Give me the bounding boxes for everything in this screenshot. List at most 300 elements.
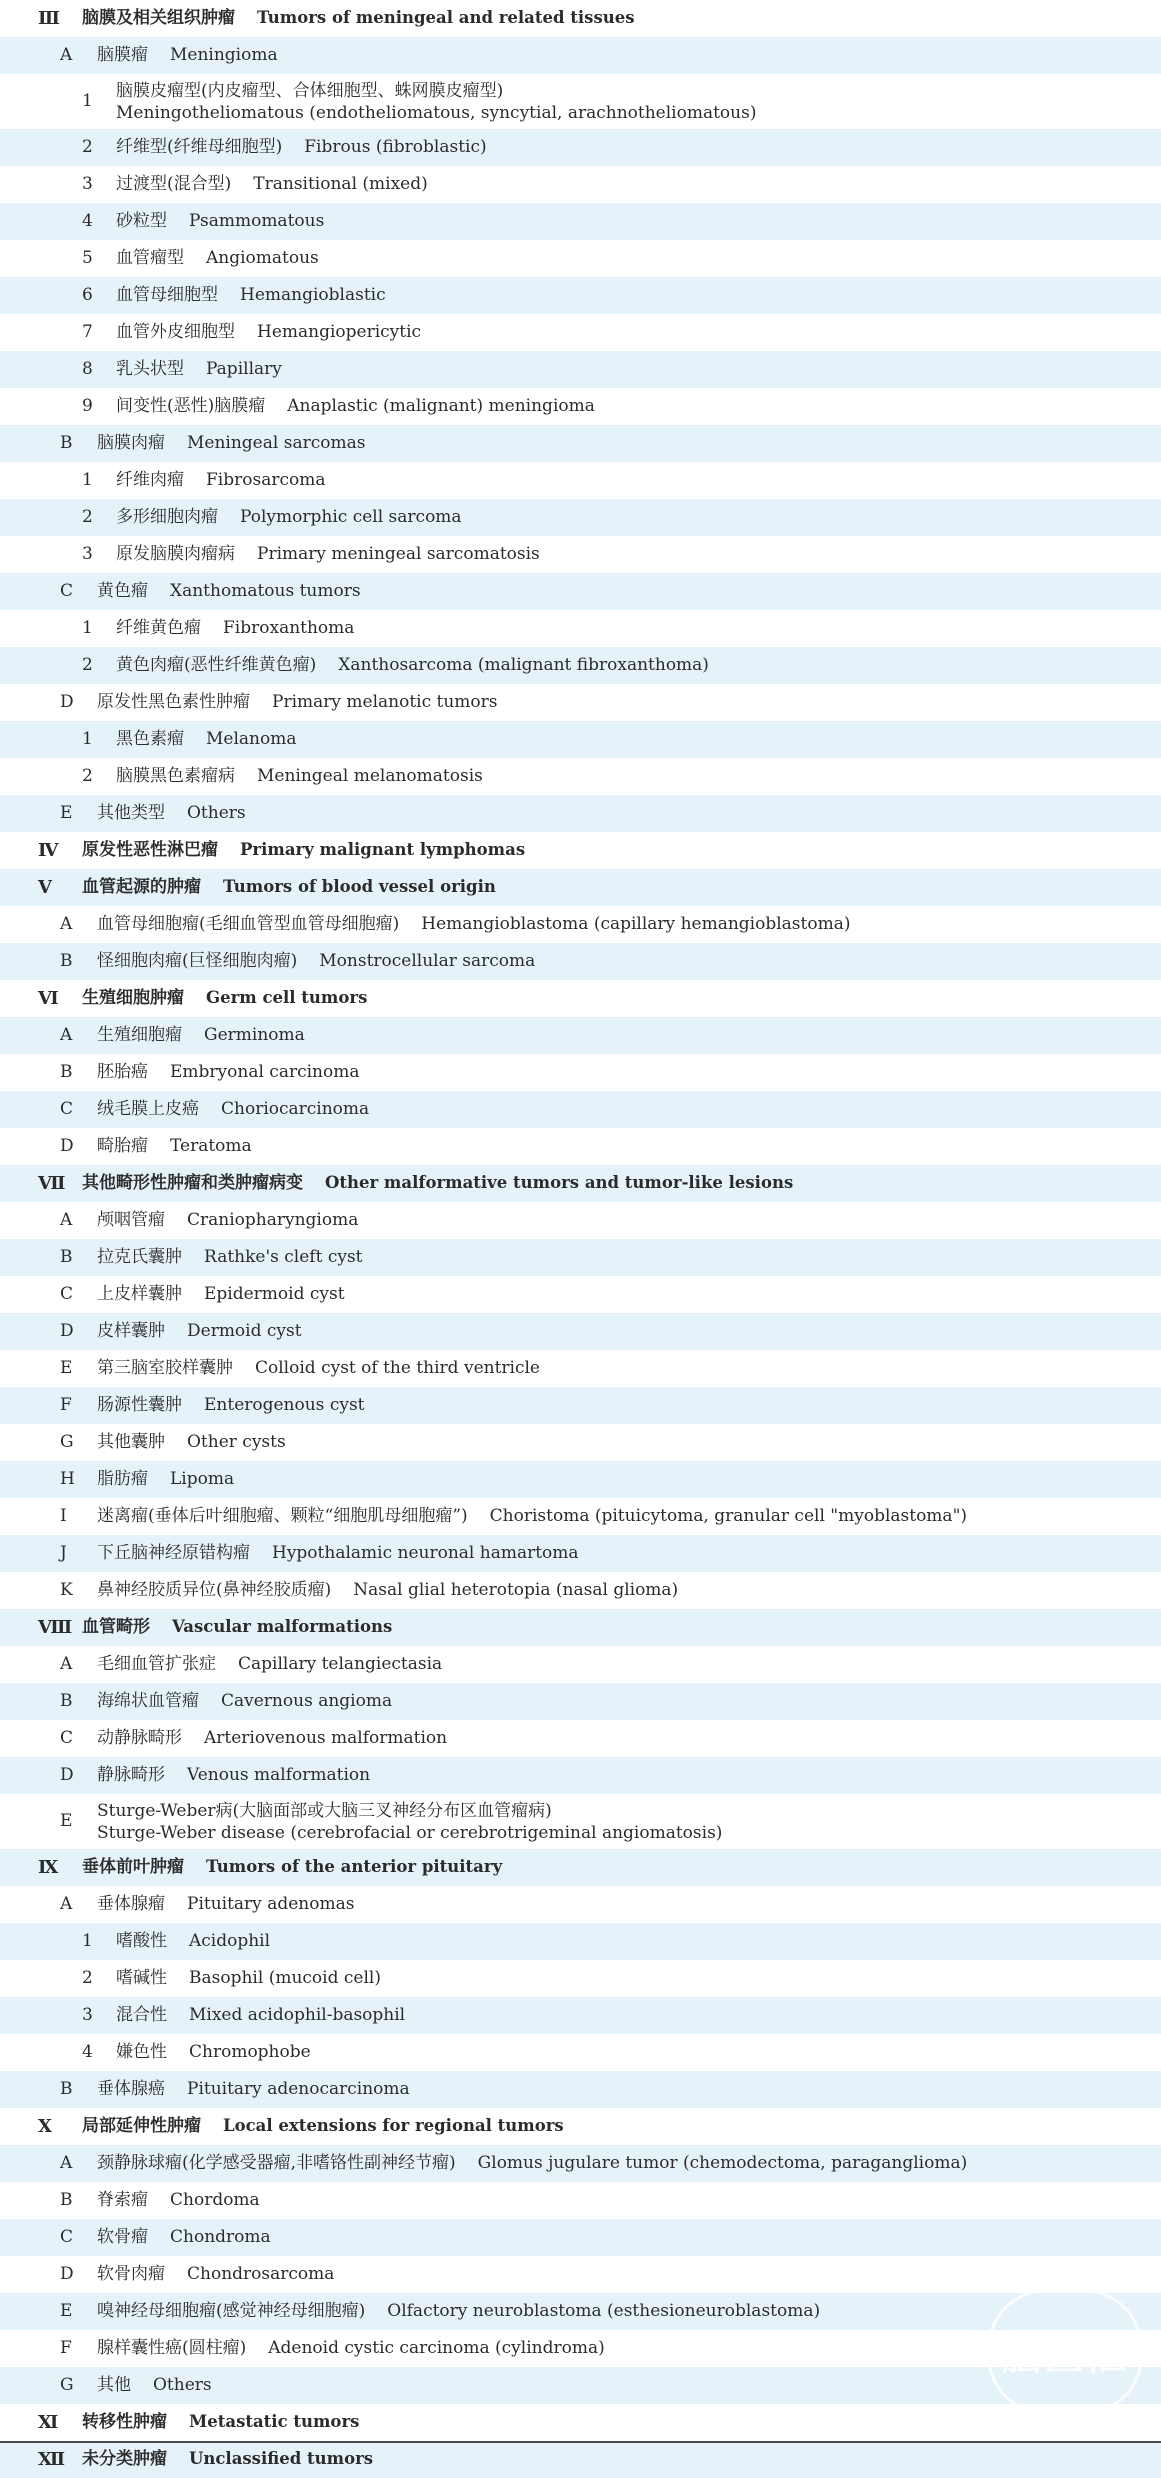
chinese-term: 其他囊肿 bbox=[97, 1432, 165, 1453]
subtype-row bbox=[0, 388, 1161, 425]
english-term: Tumors of blood vessel origin bbox=[223, 877, 496, 897]
category-row bbox=[0, 1350, 1161, 1387]
row-marker: E bbox=[60, 2301, 73, 2322]
subtype-row bbox=[0, 129, 1161, 166]
chinese-term: 混合性 bbox=[116, 2005, 167, 2026]
row-marker: A bbox=[60, 1894, 73, 1915]
section-heading bbox=[0, 2441, 1161, 2478]
row-text bbox=[82, 1173, 793, 1193]
row-text bbox=[116, 2042, 311, 2062]
category-row bbox=[0, 795, 1161, 832]
row-text bbox=[97, 1210, 358, 1230]
english-term: Local extensions for regional tumors bbox=[223, 2116, 564, 2136]
english-term: Choriocarcinoma bbox=[221, 1099, 370, 1120]
row-text bbox=[97, 1432, 286, 1452]
subtype-row bbox=[0, 240, 1161, 277]
chinese-term: 海绵状血管瘤 bbox=[97, 1691, 199, 1712]
chinese-term: 原发脑膜肉瘤病 bbox=[116, 544, 235, 565]
english-term: Psammomatous bbox=[189, 211, 325, 232]
row-marker: 3 bbox=[82, 174, 93, 195]
row-marker: E bbox=[60, 803, 73, 824]
english-term: Monstrocellular sarcoma bbox=[319, 951, 536, 972]
subtype-row bbox=[0, 166, 1161, 203]
english-term: Chordoma bbox=[170, 2190, 260, 2211]
english-term: Adenoid cystic carcinoma (cylindroma) bbox=[268, 2338, 605, 2359]
english-term: Anaplastic (malignant) meningioma bbox=[287, 396, 595, 417]
row-marker: C bbox=[60, 2227, 74, 2248]
chinese-term: 血管瘤型 bbox=[116, 248, 184, 269]
category-row bbox=[0, 1091, 1161, 1128]
category-row bbox=[0, 1387, 1161, 1424]
english-term: Arteriovenous malformation bbox=[204, 1728, 448, 1749]
row-text bbox=[97, 1800, 722, 1844]
english-term: Pituitary adenomas bbox=[187, 1894, 355, 1915]
row-text bbox=[82, 2412, 359, 2432]
category-row bbox=[0, 1683, 1161, 1720]
row-marker: Ⅲ bbox=[38, 7, 60, 29]
row-marker: C bbox=[60, 1099, 74, 1120]
subtype-row bbox=[0, 462, 1161, 499]
chinese-term: 生殖细胞肿瘤 bbox=[82, 988, 184, 1009]
row-marker: 2 bbox=[82, 655, 93, 676]
row-text bbox=[97, 1321, 302, 1341]
row-marker: Ⅵ bbox=[38, 987, 59, 1009]
row-marker: 9 bbox=[82, 396, 93, 417]
section-heading bbox=[0, 832, 1161, 869]
row-marker: 2 bbox=[82, 766, 93, 787]
row-text bbox=[97, 1580, 678, 1600]
chinese-term: 血管畸形 bbox=[82, 1617, 150, 1638]
row-marker: E bbox=[60, 1811, 73, 1832]
category-row bbox=[0, 1239, 1161, 1276]
english-term: Tumors of the anterior pituitary bbox=[206, 1857, 503, 1877]
row-text bbox=[82, 1617, 392, 1637]
row-marker: 2 bbox=[82, 137, 93, 158]
category-row bbox=[0, 2182, 1161, 2219]
category-row bbox=[0, 1535, 1161, 1572]
subtype-row bbox=[0, 499, 1161, 536]
category-row bbox=[0, 37, 1161, 74]
english-term: Meningotheliomatous (endotheliomatous, syncytial, arachnotheliomatous) bbox=[116, 102, 757, 123]
row-text bbox=[97, 2079, 410, 2099]
chinese-term: 未分类肿瘤 bbox=[82, 2449, 167, 2470]
row-text bbox=[97, 1728, 447, 1748]
row-marker: A bbox=[60, 45, 73, 66]
subtype-row bbox=[0, 277, 1161, 314]
chinese-term: 静脉畸形 bbox=[97, 1765, 165, 1786]
row-marker: H bbox=[60, 1469, 75, 1490]
chinese-term: 血管母细胞型 bbox=[116, 285, 218, 306]
row-marker: Ⅴ bbox=[38, 876, 52, 898]
row-marker: 3 bbox=[82, 2005, 93, 2026]
english-term: Primary malignant lymphomas bbox=[240, 840, 526, 860]
english-term: Primary meningeal sarcomatosis bbox=[257, 544, 540, 565]
row-text bbox=[116, 1968, 381, 1988]
row-marker: 7 bbox=[82, 322, 93, 343]
chinese-term: 脑膜皮瘤型(内皮瘤型、合体细胞型、蛛网膜皮瘤型) bbox=[116, 80, 504, 101]
row-text bbox=[97, 581, 361, 601]
row-text bbox=[97, 1469, 234, 1489]
subtype-row bbox=[0, 1997, 1161, 2034]
chinese-term: 颅咽管瘤 bbox=[97, 1210, 165, 1231]
row-marker: F bbox=[60, 2338, 72, 2359]
chinese-term: 第三脑室胶样囊肿 bbox=[97, 1358, 233, 1379]
chinese-term: 腺样囊性癌(圆柱瘤) bbox=[97, 2338, 247, 2359]
row-marker: 2 bbox=[82, 1968, 93, 1989]
row-marker: Ⅺ bbox=[38, 2411, 59, 2433]
english-term: Angiomatous bbox=[206, 248, 319, 269]
english-term: Chromophobe bbox=[189, 2042, 311, 2063]
row-text bbox=[116, 322, 421, 342]
chinese-term: 其他 bbox=[97, 2375, 131, 2396]
row-text bbox=[116, 2005, 405, 2025]
category-row bbox=[0, 1054, 1161, 1091]
category-row bbox=[0, 573, 1161, 610]
category-row bbox=[0, 684, 1161, 721]
row-text bbox=[116, 359, 282, 379]
row-text bbox=[97, 1506, 967, 1526]
chinese-term: 畸胎瘤 bbox=[97, 1136, 148, 1157]
english-term: Polymorphic cell sarcoma bbox=[240, 507, 462, 528]
english-term: Meningeal sarcomas bbox=[187, 433, 366, 454]
row-text bbox=[97, 1284, 345, 1304]
row-text bbox=[116, 729, 296, 749]
category-row bbox=[0, 2145, 1161, 2182]
english-term: Nasal glial heterotopia (nasal glioma) bbox=[353, 1580, 679, 1601]
chinese-term: 血管母细胞瘤(毛细血管型血管母细胞瘤) bbox=[97, 914, 400, 935]
english-term: Chondrosarcoma bbox=[187, 2264, 335, 2285]
english-term: Colloid cyst of the third ventricle bbox=[255, 1358, 540, 1379]
chinese-term: 嗜酸性 bbox=[116, 1931, 167, 1952]
chinese-term: 鼻神经胶质异位(鼻神经胶质瘤) bbox=[97, 1580, 332, 1601]
subtype-row bbox=[0, 314, 1161, 351]
row-marker: 1 bbox=[82, 1931, 93, 1952]
row-text bbox=[116, 211, 324, 231]
category-row bbox=[0, 1572, 1161, 1609]
row-text bbox=[97, 433, 365, 453]
row-marker: Ⅻ bbox=[38, 2448, 66, 2470]
row-text bbox=[97, 914, 850, 934]
english-term: Others bbox=[153, 2375, 212, 2396]
chinese-term: 怪细胞肉瘤(巨怪细胞肉瘤) bbox=[97, 951, 298, 972]
row-marker: D bbox=[60, 2264, 74, 2285]
row-text bbox=[97, 1358, 540, 1378]
row-text bbox=[116, 544, 540, 564]
category-row bbox=[0, 2071, 1161, 2108]
chinese-term: 绒毛膜上皮癌 bbox=[97, 1099, 199, 1120]
english-term: Fibroxanthoma bbox=[223, 618, 355, 639]
english-term: Enterogenous cyst bbox=[204, 1395, 365, 1416]
row-text bbox=[97, 1099, 369, 1119]
row-text bbox=[97, 1025, 305, 1045]
row-text bbox=[82, 2449, 373, 2469]
row-marker: F bbox=[60, 1395, 72, 1416]
category-row bbox=[0, 1424, 1161, 1461]
row-text bbox=[116, 396, 595, 416]
english-term: Primary melanotic tumors bbox=[272, 692, 498, 713]
category-row bbox=[0, 2256, 1161, 2293]
chinese-term: 脑膜黑色素瘤病 bbox=[116, 766, 235, 787]
english-term: Olfactory neuroblastoma (esthesioneuroblastoma) bbox=[387, 2301, 821, 2322]
english-term: Craniopharyngioma bbox=[187, 1210, 359, 1231]
chinese-term: 黑色素瘤 bbox=[116, 729, 184, 750]
chinese-term: 颈静脉球瘤(化学感受器瘤,非嗜铬性副神经节瘤) bbox=[97, 2153, 456, 2174]
category-row bbox=[0, 1646, 1161, 1683]
english-term: Pituitary adenocarcinoma bbox=[187, 2079, 410, 2100]
row-marker: D bbox=[60, 1765, 74, 1786]
row-text bbox=[97, 1062, 359, 1082]
english-term: Mixed acidophil-basophil bbox=[189, 2005, 406, 2026]
row-marker: 1 bbox=[82, 91, 93, 112]
english-term: Cavernous angioma bbox=[221, 1691, 393, 1712]
section-heading bbox=[0, 1609, 1161, 1646]
row-text bbox=[97, 692, 498, 712]
english-term: Unclassified tumors bbox=[189, 2449, 374, 2469]
row-marker: 2 bbox=[82, 507, 93, 528]
chinese-term: 垂体前叶肿瘤 bbox=[82, 1857, 184, 1878]
row-marker: B bbox=[60, 1247, 73, 1268]
row-marker: C bbox=[60, 1284, 74, 1305]
row-text bbox=[116, 285, 386, 305]
row-text bbox=[82, 2116, 564, 2136]
chinese-term: 间变性(恶性)脑膜瘤 bbox=[116, 396, 266, 417]
row-text bbox=[97, 2190, 260, 2210]
chinese-term: 生殖细胞瘤 bbox=[97, 1025, 182, 1046]
row-marker: A bbox=[60, 1654, 73, 1675]
row-text bbox=[97, 1543, 579, 1563]
chinese-term: 多形细胞肉瘤 bbox=[116, 507, 218, 528]
row-marker: C bbox=[60, 1728, 74, 1749]
english-term: Teratoma bbox=[170, 1136, 252, 1157]
row-text bbox=[116, 1931, 270, 1951]
row-marker: Ⅸ bbox=[38, 1856, 59, 1878]
row-text bbox=[82, 988, 367, 1008]
row-marker: B bbox=[60, 1062, 73, 1083]
row-text bbox=[116, 470, 325, 490]
row-text bbox=[82, 1857, 502, 1877]
category-row bbox=[0, 1202, 1161, 1239]
english-term: Others bbox=[187, 803, 246, 824]
row-text bbox=[97, 803, 246, 823]
row-text bbox=[116, 655, 709, 675]
chinese-term: 嗜碱性 bbox=[116, 1968, 167, 1989]
english-term: Embryonal carcinoma bbox=[170, 1062, 360, 1083]
category-row bbox=[0, 1886, 1161, 1923]
row-text bbox=[97, 2264, 334, 2284]
chinese-term: 垂体腺瘤 bbox=[97, 1894, 165, 1915]
chinese-term: 脑膜瘤 bbox=[97, 45, 148, 66]
english-term: Xanthosarcoma (malignant fibroxanthoma) bbox=[338, 655, 709, 676]
row-marker: A bbox=[60, 1025, 73, 1046]
category-row bbox=[0, 906, 1161, 943]
row-marker: Ⅳ bbox=[38, 839, 59, 861]
row-text bbox=[116, 766, 483, 786]
category-row bbox=[0, 1128, 1161, 1165]
row-text bbox=[97, 2338, 605, 2358]
row-marker: J bbox=[60, 1543, 67, 1564]
chinese-term: 其他类型 bbox=[97, 803, 165, 824]
row-marker: K bbox=[60, 1580, 73, 1601]
chinese-term: 上皮样囊肿 bbox=[97, 1284, 182, 1305]
english-term: Hemangioblastoma (capillary hemangioblastoma) bbox=[421, 914, 851, 935]
chinese-term: 嗅神经母细胞瘤(感觉神经母细胞瘤) bbox=[97, 2301, 366, 2322]
row-marker: C bbox=[60, 581, 74, 602]
chinese-term: 软骨瘤 bbox=[97, 2227, 148, 2248]
row-text bbox=[97, 1894, 354, 1914]
row-marker: A bbox=[60, 914, 73, 935]
english-term: Sturge-Weber disease (cerebrofacial or cerebrotrigeminal angiomatosis) bbox=[97, 1822, 723, 1843]
english-term: Meningioma bbox=[170, 45, 278, 66]
row-marker: G bbox=[60, 1432, 74, 1453]
chinese-term: 脊索瘤 bbox=[97, 2190, 148, 2211]
row-text bbox=[116, 248, 319, 268]
english-term: Other malformative tumors and tumor-like lesions bbox=[325, 1173, 794, 1193]
chinese-term: 砂粒型 bbox=[116, 211, 167, 232]
english-term: Basophil (mucoid cell) bbox=[189, 1968, 381, 1989]
chinese-term: 胚胎癌 bbox=[97, 1062, 148, 1083]
chinese-term: 毛细血管扩张症 bbox=[97, 1654, 216, 1675]
row-marker: 1 bbox=[82, 470, 93, 491]
row-marker: 4 bbox=[82, 2042, 93, 2063]
chinese-term: 血管外皮细胞型 bbox=[116, 322, 235, 343]
row-text bbox=[97, 45, 278, 65]
row-marker: G bbox=[60, 2375, 74, 2396]
row-text bbox=[97, 1691, 392, 1711]
section-heading bbox=[0, 2108, 1161, 2145]
english-term: Germinoma bbox=[204, 1025, 305, 1046]
row-text bbox=[116, 618, 354, 638]
subtype-row bbox=[0, 647, 1161, 684]
english-term: Papillary bbox=[206, 359, 282, 380]
section-heading bbox=[0, 1165, 1161, 1202]
category-row bbox=[0, 2367, 1161, 2404]
english-term: Venous malformation bbox=[187, 1765, 371, 1786]
row-text bbox=[97, 2301, 820, 2321]
subtype-row bbox=[0, 758, 1161, 795]
row-marker: B bbox=[60, 2190, 73, 2211]
row-text bbox=[97, 1765, 370, 1785]
category-row bbox=[0, 1276, 1161, 1313]
subtype-row bbox=[0, 1923, 1161, 1960]
row-text bbox=[97, 1654, 442, 1674]
chinese-term: 黄色瘤 bbox=[97, 581, 148, 602]
section-heading bbox=[0, 0, 1161, 37]
category-row bbox=[0, 943, 1161, 980]
subtype-row bbox=[0, 536, 1161, 573]
english-term: Germ cell tumors bbox=[206, 988, 368, 1008]
category-row bbox=[0, 1498, 1161, 1535]
category-row bbox=[0, 1794, 1161, 1849]
row-marker: Ⅹ bbox=[38, 2115, 52, 2137]
english-term: Acidophil bbox=[189, 1931, 271, 1952]
chinese-term: 迷离瘤(垂体后叶细胞瘤、颗粒“细胞肌母细胞瘤”) bbox=[97, 1506, 468, 1527]
english-term: Hemangioblastic bbox=[240, 285, 386, 306]
row-text bbox=[97, 951, 535, 971]
chinese-term: 嫌色性 bbox=[116, 2042, 167, 2063]
english-term: Metastatic tumors bbox=[189, 2412, 360, 2432]
row-marker: B bbox=[60, 951, 73, 972]
chinese-term: 软骨肉瘤 bbox=[97, 2264, 165, 2285]
chinese-term: 乳头状型 bbox=[116, 359, 184, 380]
row-text bbox=[97, 2227, 271, 2247]
row-text bbox=[97, 1247, 363, 1267]
chinese-term: 垂体腺癌 bbox=[97, 2079, 165, 2100]
row-text bbox=[116, 174, 428, 194]
section-heading bbox=[0, 1849, 1161, 1886]
category-row bbox=[0, 1461, 1161, 1498]
category-row bbox=[0, 2219, 1161, 2256]
category-row bbox=[0, 1757, 1161, 1794]
chinese-term: 脂肪瘤 bbox=[97, 1469, 148, 1490]
english-term: Lipoma bbox=[170, 1469, 235, 1490]
subtype-row bbox=[0, 74, 1161, 129]
row-marker: B bbox=[60, 2079, 73, 2100]
chinese-term: 纤维肉瘤 bbox=[116, 470, 184, 491]
english-term: Choristoma (pituicytoma, granular cell "myoblastoma") bbox=[489, 1506, 968, 1527]
chinese-term: 原发性黑色素性肿瘤 bbox=[97, 692, 250, 713]
chinese-term: 皮样囊肿 bbox=[97, 1321, 165, 1342]
chinese-term: 纤维型(纤维母细胞型) bbox=[116, 137, 283, 158]
subtype-row bbox=[0, 610, 1161, 647]
row-marker: 5 bbox=[82, 248, 93, 269]
english-term: Rathke's cleft cyst bbox=[204, 1247, 363, 1268]
row-text bbox=[97, 1395, 365, 1415]
english-term: Glomus jugulare tumor (chemodectoma, paraganglioma) bbox=[477, 2153, 968, 2174]
english-term: Chondroma bbox=[170, 2227, 271, 2248]
row-marker: B bbox=[60, 1691, 73, 1712]
row-marker: I bbox=[60, 1506, 67, 1527]
section-heading bbox=[0, 869, 1161, 906]
english-term: Melanoma bbox=[206, 729, 297, 750]
category-row bbox=[0, 2293, 1161, 2330]
english-term: Dermoid cyst bbox=[187, 1321, 302, 1342]
row-text bbox=[82, 877, 496, 897]
subtype-row bbox=[0, 721, 1161, 758]
chinese-term: 脑膜肉瘤 bbox=[97, 433, 165, 454]
row-marker: Ⅶ bbox=[38, 1172, 66, 1194]
row-marker: D bbox=[60, 1321, 74, 1342]
row-marker: D bbox=[60, 1136, 74, 1157]
english-term: Fibrosarcoma bbox=[206, 470, 326, 491]
category-row bbox=[0, 1313, 1161, 1350]
chinese-term: Sturge-Weber病(大脑面部或大脑三叉神经分布区血管瘤病) bbox=[97, 1800, 552, 1821]
english-term: Capillary telangiectasia bbox=[238, 1654, 443, 1675]
chinese-term: 肠源性囊肿 bbox=[97, 1395, 182, 1416]
chinese-term: 拉克氏囊肿 bbox=[97, 1247, 182, 1268]
row-marker: 6 bbox=[82, 285, 93, 306]
chinese-term: 脑膜及相关组织肿瘤 bbox=[82, 8, 235, 29]
row-marker: A bbox=[60, 1210, 73, 1231]
english-term: Vascular malformations bbox=[172, 1617, 393, 1637]
category-row bbox=[0, 425, 1161, 462]
chinese-term: 黄色肉瘤(恶性纤维黄色瘤) bbox=[116, 655, 317, 676]
chinese-term: 原发性恶性淋巴瘤 bbox=[82, 840, 218, 861]
section-heading bbox=[0, 2404, 1161, 2441]
category-row bbox=[0, 1720, 1161, 1757]
english-term: Epidermoid cyst bbox=[204, 1284, 345, 1305]
watermark-logo: 脑医汇 bbox=[987, 2289, 1143, 2415]
english-term: Meningeal melanomatosis bbox=[257, 766, 483, 787]
row-marker: Ⅷ bbox=[38, 1616, 73, 1638]
row-marker: 4 bbox=[82, 211, 93, 232]
row-marker: A bbox=[60, 2153, 73, 2174]
chinese-term: 动静脉畸形 bbox=[97, 1728, 182, 1749]
row-marker: B bbox=[60, 433, 73, 454]
subtype-row bbox=[0, 2034, 1161, 2071]
row-marker: 1 bbox=[82, 729, 93, 750]
row-marker: E bbox=[60, 1358, 73, 1379]
row-marker: 3 bbox=[82, 544, 93, 565]
